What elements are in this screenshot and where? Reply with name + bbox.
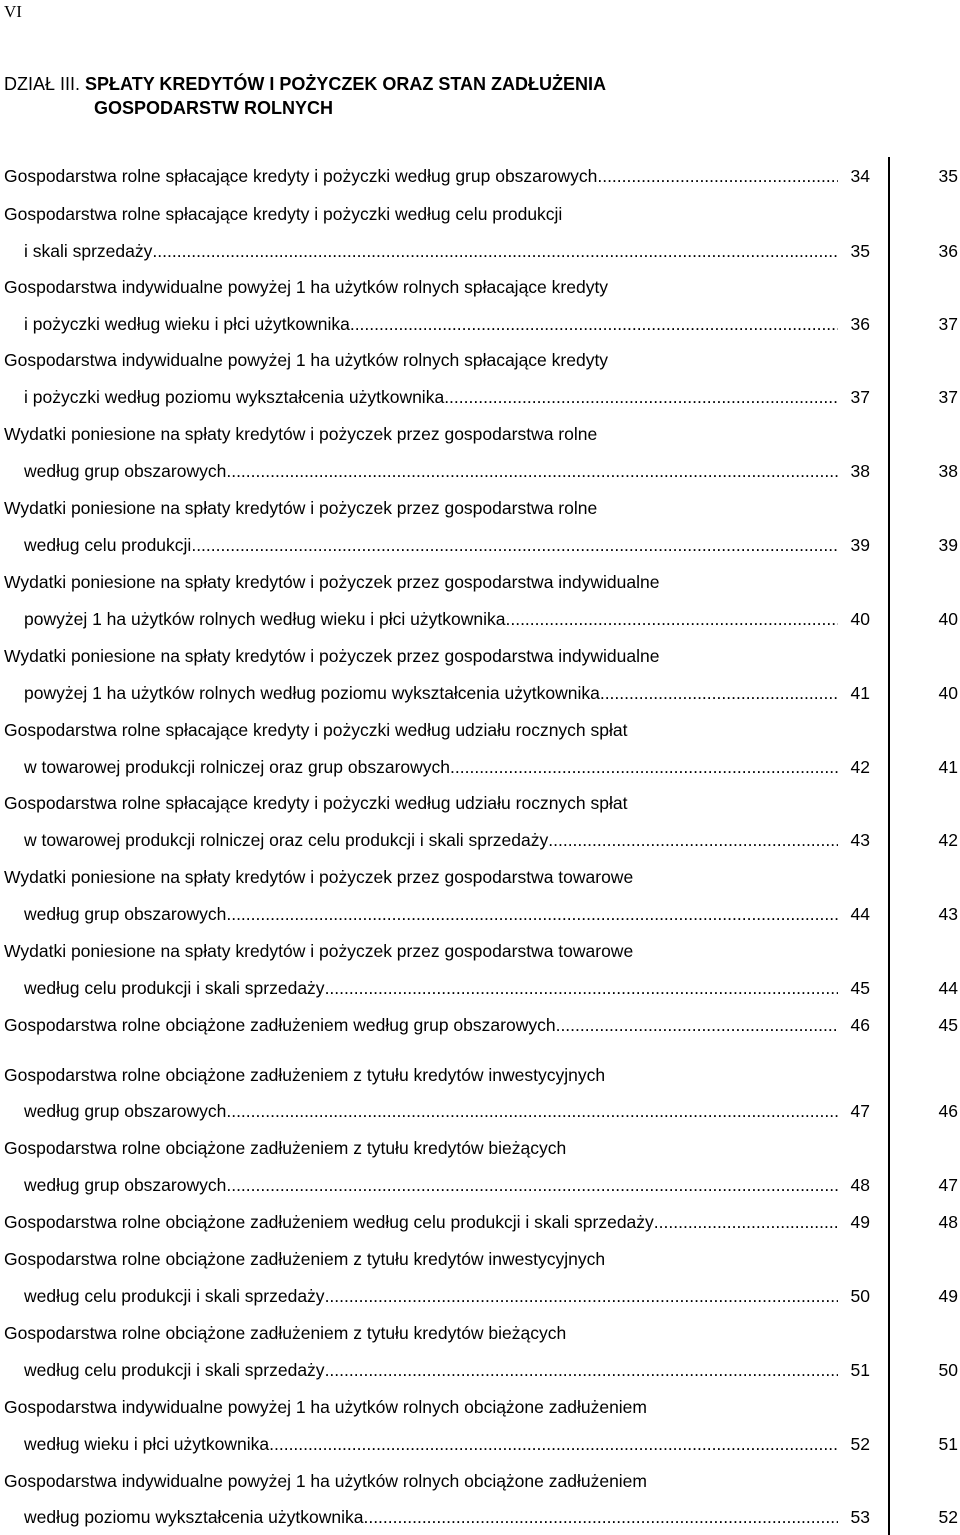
dot-leader bbox=[226, 459, 838, 483]
toc-entry-line bbox=[24, 1358, 838, 1382]
dot-leader bbox=[505, 607, 838, 631]
toc-entry-title: Gospodarstwa rolne spłacające kredyty i pożyczki według celu produkcji bbox=[4, 204, 563, 224]
dot-leader bbox=[450, 755, 838, 779]
table-page-number: 52 bbox=[850, 1434, 870, 1454]
section-title-line2: GOSPODARSTW ROLNYCH bbox=[94, 98, 334, 118]
toc-entry-line bbox=[4, 1395, 647, 1419]
dot-leader bbox=[654, 1210, 838, 1234]
dot-leader bbox=[191, 533, 838, 557]
toc-entry-line bbox=[24, 1173, 838, 1197]
toc-entry-line bbox=[24, 459, 838, 483]
table-page-number: 39 bbox=[850, 535, 870, 555]
toc-entry-title: Gospodarstwa indywidualne powyżej 1 ha użytków rolnych spłacające kredyty bbox=[4, 277, 609, 297]
toc-entry-title: Gospodarstwa rolne obciążone zadłużeniem z tytułu kredytów inwestycyjnych bbox=[4, 1065, 606, 1085]
toc-entry-title-continued: powyżej 1 ha użytków rolnych według poziomu wykształcenia użytkownika bbox=[24, 683, 600, 703]
table-number: 45 bbox=[938, 1015, 958, 1035]
toc-entry-title-continued: według celu produkcji bbox=[24, 535, 192, 555]
table-page-number: 48 bbox=[850, 1175, 870, 1195]
toc-entry-title-continued: według wieku i płci użytkownika bbox=[24, 1434, 270, 1454]
toc-entry-line bbox=[24, 828, 838, 852]
toc-entry-line bbox=[4, 164, 838, 188]
toc-entry-title-continued: według poziomu wykształcenia użytkownika bbox=[24, 1507, 364, 1527]
table-number: 43 bbox=[938, 904, 958, 924]
toc-entry-line bbox=[4, 1063, 605, 1087]
toc-entry-line bbox=[24, 1432, 838, 1456]
toc-entry-title-continued: w towarowej produkcji rolniczej oraz celu produkcji i skali sprzedaży bbox=[24, 830, 549, 850]
toc-entry-line bbox=[4, 1013, 838, 1037]
table-number: 39 bbox=[938, 535, 958, 555]
toc-entry-title: Wydatki poniesione na spłaty kredytów i pożyczek przez gospodarstwa towarowe bbox=[4, 867, 634, 887]
table-page-number: 43 bbox=[850, 830, 870, 850]
toc-entry-title-continued: według grup obszarowych bbox=[24, 461, 227, 481]
table-page-number: 45 bbox=[850, 978, 870, 998]
table-number: 41 bbox=[938, 757, 958, 777]
dot-leader bbox=[226, 1173, 838, 1197]
toc-entry-line bbox=[4, 496, 597, 520]
table-page-number: 37 bbox=[850, 387, 870, 407]
table-number: 51 bbox=[938, 1434, 958, 1454]
toc-entry-title: Wydatki poniesione na spłaty kredytów i pożyczek przez gospodarstwa towarowe bbox=[4, 941, 634, 961]
toc-entry-title: Wydatki poniesione na spłaty kredytów i pożyczek przez gospodarstwa rolne bbox=[4, 424, 598, 444]
table-page-number: 40 bbox=[850, 609, 870, 629]
toc-entry-line bbox=[4, 422, 597, 446]
toc-entry-line bbox=[4, 865, 633, 889]
toc-entry-line bbox=[4, 939, 633, 963]
toc-entry-line bbox=[24, 902, 838, 926]
toc-entry-title: Gospodarstwa indywidualne powyżej 1 ha użytków rolnych obciążone zadłużeniem bbox=[4, 1397, 647, 1417]
table-page-number: 46 bbox=[850, 1015, 870, 1035]
table-page-number: 49 bbox=[850, 1212, 870, 1232]
dot-leader bbox=[226, 1099, 838, 1123]
table-number: 42 bbox=[938, 830, 958, 850]
toc-entry-title-continued: według grup obszarowych bbox=[24, 1175, 227, 1195]
toc-entry-title-continued: i skali sprzedaży bbox=[24, 241, 153, 261]
dot-leader bbox=[597, 164, 838, 188]
toc-entry-title: Wydatki poniesione na spłaty kredytów i pożyczek przez gospodarstwa rolne bbox=[4, 498, 598, 518]
toc-entry-title: Gospodarstwa rolne obciążone zadłużeniem z tytułu kredytów inwestycyjnych bbox=[4, 1249, 606, 1269]
toc-entry-line bbox=[4, 1321, 566, 1345]
toc-entry-title-continued: powyżej 1 ha użytków rolnych według wieku i płci użytkownika bbox=[24, 609, 506, 629]
dot-leader bbox=[600, 681, 838, 705]
table-page-number: 35 bbox=[850, 241, 870, 261]
toc-entry-line bbox=[24, 607, 838, 631]
toc-entry-title-continued: według grup obszarowych bbox=[24, 1101, 227, 1121]
table-page-number: 50 bbox=[850, 1286, 870, 1306]
toc-entry-line bbox=[4, 1247, 605, 1271]
table-page-number: 34 bbox=[850, 166, 870, 186]
toc-entry-line bbox=[4, 570, 659, 594]
toc-entry-title: Gospodarstwa rolne obciążone zadłużeniem według grup obszarowych bbox=[4, 1015, 556, 1035]
toc-entry-line bbox=[4, 348, 608, 372]
toc-entry-line bbox=[4, 718, 628, 742]
table-page-number: 44 bbox=[850, 904, 870, 924]
dot-leader bbox=[548, 828, 838, 852]
toc-entry-line bbox=[4, 275, 608, 299]
table-page-number: 36 bbox=[850, 314, 870, 334]
dot-leader bbox=[325, 1358, 838, 1382]
toc-entry-title-continued: według celu produkcji i skali sprzedaży bbox=[24, 978, 325, 998]
table-page-number: 38 bbox=[850, 461, 870, 481]
table-page-number: 53 bbox=[850, 1507, 870, 1527]
toc-entry-line bbox=[4, 1469, 647, 1493]
section-heading bbox=[4, 72, 606, 120]
toc-entry-line bbox=[24, 1284, 838, 1308]
toc-entry-line bbox=[24, 385, 838, 409]
toc-entry-title: Gospodarstwa rolne spłacające kredyty i pożyczki według udziału rocznych spłat bbox=[4, 793, 628, 813]
table-number: 52 bbox=[938, 1507, 958, 1527]
toc-entry-line bbox=[24, 533, 838, 557]
table-page-number: 42 bbox=[850, 757, 870, 777]
toc-entry-line bbox=[24, 1099, 838, 1123]
toc-entry-line bbox=[4, 1136, 566, 1160]
toc-entry-line bbox=[24, 239, 838, 263]
table-number: 36 bbox=[938, 241, 958, 261]
toc-entry-title-continued: według grup obszarowych bbox=[24, 904, 227, 924]
toc-entry-title-continued: w towarowej produkcji rolniczej oraz grup obszarowych bbox=[24, 757, 451, 777]
toc-entry-line bbox=[24, 681, 838, 705]
toc-entry-line bbox=[24, 755, 838, 779]
toc-entry-title: Wydatki poniesione na spłaty kredytów i pożyczek przez gospodarstwa indywidualne bbox=[4, 572, 660, 592]
dot-leader bbox=[226, 902, 838, 926]
table-number: 37 bbox=[938, 314, 958, 334]
dot-leader bbox=[325, 1284, 838, 1308]
table-page-number: 47 bbox=[850, 1101, 870, 1121]
table-number: 44 bbox=[938, 978, 958, 998]
table-number: 50 bbox=[938, 1360, 958, 1380]
table-number: 47 bbox=[938, 1175, 958, 1195]
toc-entry-title-continued: i pożyczki według wieku i płci użytkownika bbox=[24, 314, 350, 334]
toc-entry-title: Gospodarstwa rolne obciążone zadłużeniem według celu produkcji i skali sprzedaży bbox=[4, 1212, 654, 1232]
toc-entry-line bbox=[4, 202, 562, 226]
table-page-number: 51 bbox=[850, 1360, 870, 1380]
table-page-number: 41 bbox=[850, 683, 870, 703]
dot-leader bbox=[269, 1432, 838, 1456]
table-number: 35 bbox=[938, 166, 958, 186]
toc-entry-line bbox=[4, 1210, 838, 1234]
toc-entry-title: Wydatki poniesione na spłaty kredytów i pożyczek przez gospodarstwa indywidualne bbox=[4, 646, 660, 666]
section-title-line1: SPŁATY KREDYTÓW I POŻYCZEK ORAZ STAN ZADŁUŻENIA bbox=[85, 74, 607, 94]
toc-entry-title-continued: i pożyczki według poziomu wykształcenia użytkownika bbox=[24, 387, 445, 407]
table-number: 49 bbox=[938, 1286, 958, 1306]
toc-entry-title-continued: według celu produkcji i skali sprzedaży bbox=[24, 1360, 325, 1380]
dot-leader bbox=[350, 312, 838, 336]
toc-entry-title: Gospodarstwa indywidualne powyżej 1 ha użytków rolnych obciążone zadłużeniem bbox=[4, 1471, 647, 1491]
dot-leader bbox=[363, 1505, 838, 1529]
section-prefix: DZIAŁ III. bbox=[4, 74, 86, 94]
toc-entry-title: Gospodarstwa rolne spłacające kredyty i pożyczki według udziału rocznych spłat bbox=[4, 720, 628, 740]
toc-entry-line bbox=[4, 644, 659, 668]
page-number: VI bbox=[4, 2, 22, 21]
toc-entry-line bbox=[24, 976, 838, 1000]
table-number: 46 bbox=[938, 1101, 958, 1121]
column-divider bbox=[888, 157, 890, 1535]
toc-entry-title: Gospodarstwa rolne spłacające kredyty i pożyczki według grup obszarowych bbox=[4, 166, 598, 186]
dot-leader bbox=[444, 385, 838, 409]
toc-entry-title: Gospodarstwa rolne obciążone zadłużeniem z tytułu kredytów bieżących bbox=[4, 1138, 567, 1158]
toc-entry-line bbox=[24, 1505, 838, 1529]
dot-leader bbox=[152, 239, 838, 263]
table-number: 40 bbox=[938, 683, 958, 703]
toc-entry-title: Gospodarstwa rolne obciążone zadłużeniem z tytułu kredytów bieżących bbox=[4, 1323, 567, 1343]
table-number: 37 bbox=[938, 387, 958, 407]
table-number: 48 bbox=[938, 1212, 958, 1232]
toc-entry-title: Gospodarstwa indywidualne powyżej 1 ha użytków rolnych spłacające kredyty bbox=[4, 350, 609, 370]
dot-leader bbox=[325, 976, 838, 1000]
toc-entry-title-continued: według celu produkcji i skali sprzedaży bbox=[24, 1286, 325, 1306]
table-number: 40 bbox=[938, 609, 958, 629]
dot-leader bbox=[556, 1013, 838, 1037]
toc-entry-line bbox=[4, 791, 628, 815]
table-number: 38 bbox=[938, 461, 958, 481]
toc-entry-line bbox=[24, 312, 838, 336]
